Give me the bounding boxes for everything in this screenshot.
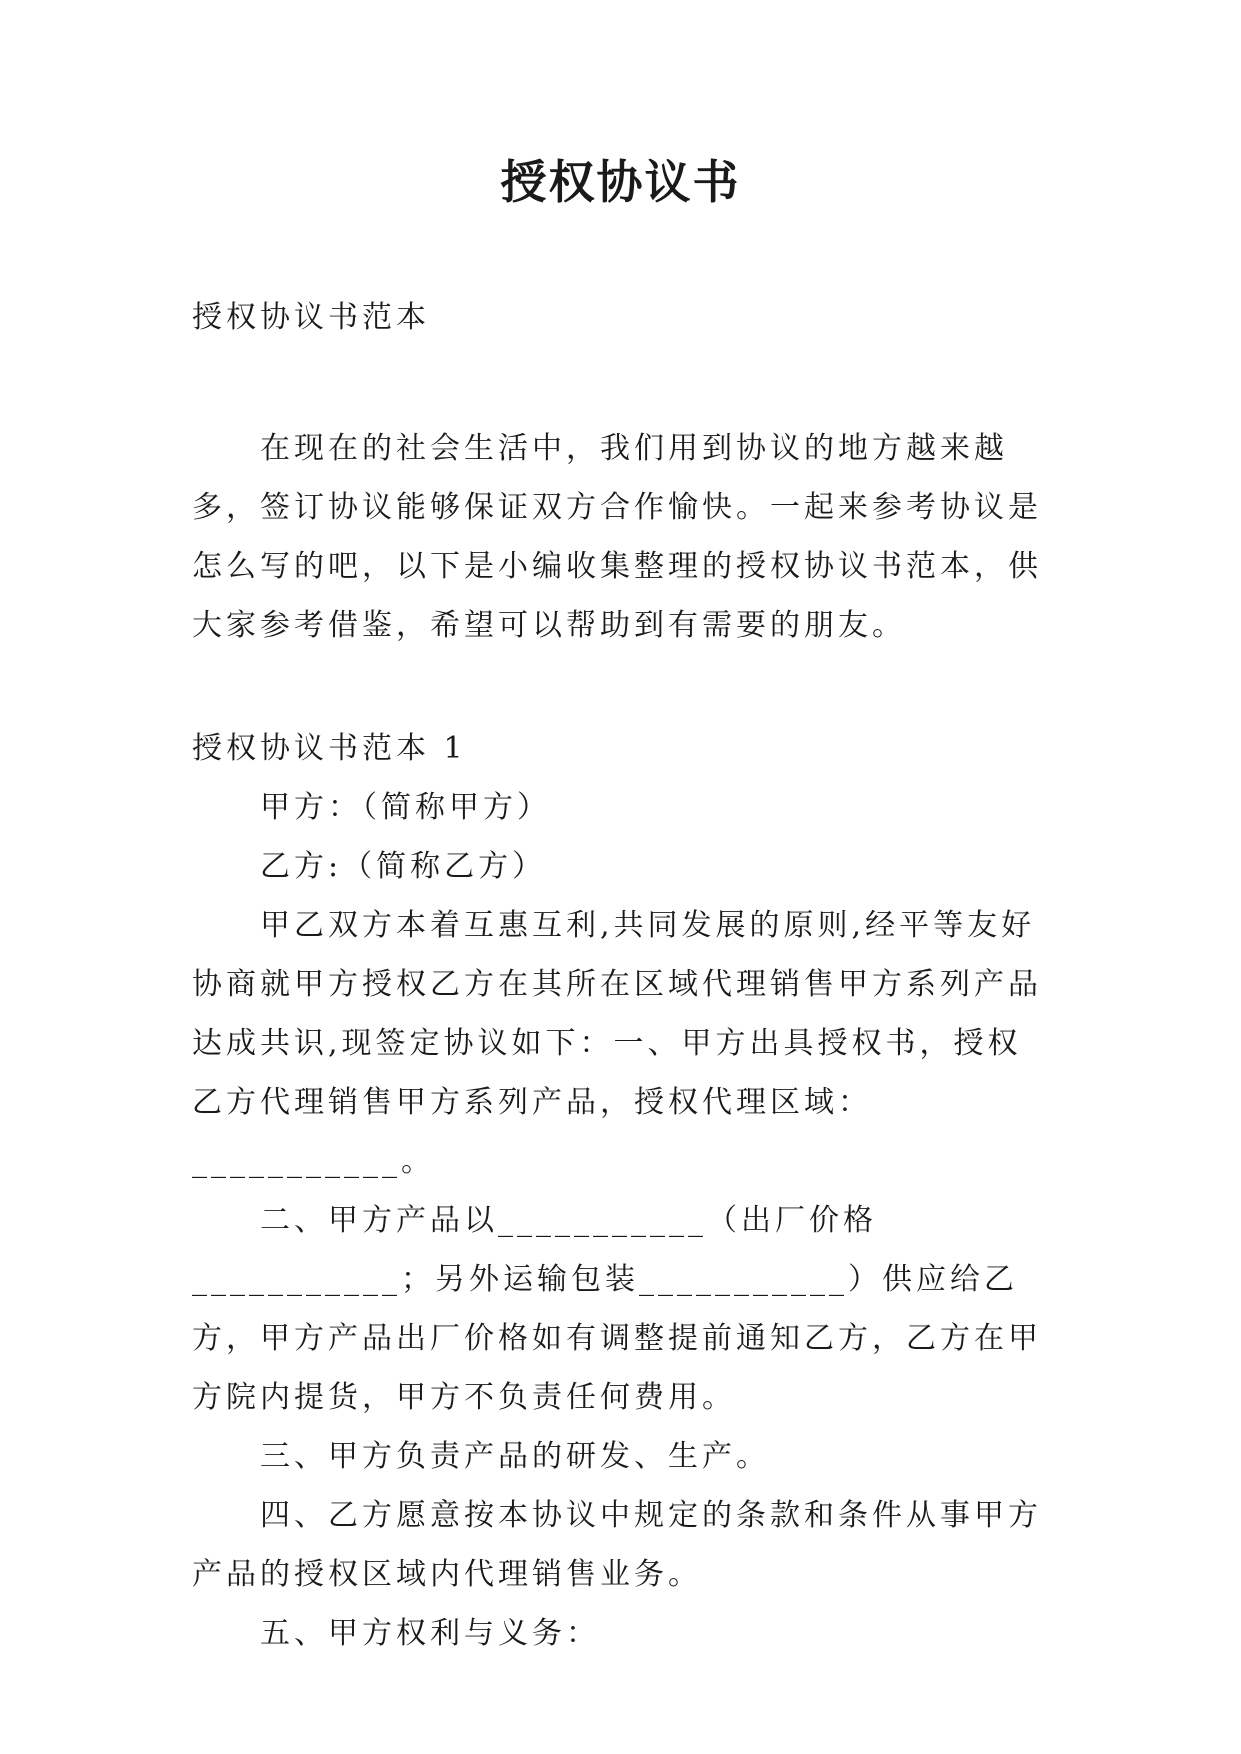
party-a-line: 甲方：（简称甲方） (260, 790, 551, 825)
clause-paragraph-1: 甲乙双方本着互惠互利,共同发展的原则,经平等友好协商就甲方授权乙方在其所在区域代理销售甲方系列产品达成共识,现签定协议如下：一、甲方出具授权书，授权乙方代理销售甲方系列产品，授权代理区域：___________。 (192, 908, 1042, 1179)
document-title: 授权协议书 (500, 155, 741, 209)
clause-paragraph-4: 四、乙方愿意按本协议中规定的条款和条件从事甲方产品的授权区域内代理销售业务。 (192, 1498, 1042, 1592)
document-subtitle: 授权协议书范本 (192, 300, 430, 335)
document-body (192, 288, 1054, 1663)
section-heading: 授权协议书范本 1 (192, 731, 467, 766)
clause-paragraph-2: 二、甲方产品以___________（出厂价格___________；另外运输包装___________）供应给乙方，甲方产品出厂价格如有调整提前通知乙方，乙方在甲方院内提货，甲方不负责任何费用。 (192, 1203, 1042, 1415)
party-b-line: 乙方:（简称乙方） (260, 849, 547, 884)
clause-paragraph-5: 五、甲方权利与义务： (260, 1616, 600, 1651)
clause-paragraph-3: 三、甲方负责产品的研发、生产。 (260, 1439, 770, 1474)
intro-paragraph: 在现在的社会生活中，我们用到协议的地方越来越多，签订协议能够保证双方合作愉快。一起来参考协议是怎么写的吧，以下是小编收集整理的授权协议书范本，供大家参考借鉴，希望可以帮助到有需要的朋友。 (192, 431, 1042, 643)
